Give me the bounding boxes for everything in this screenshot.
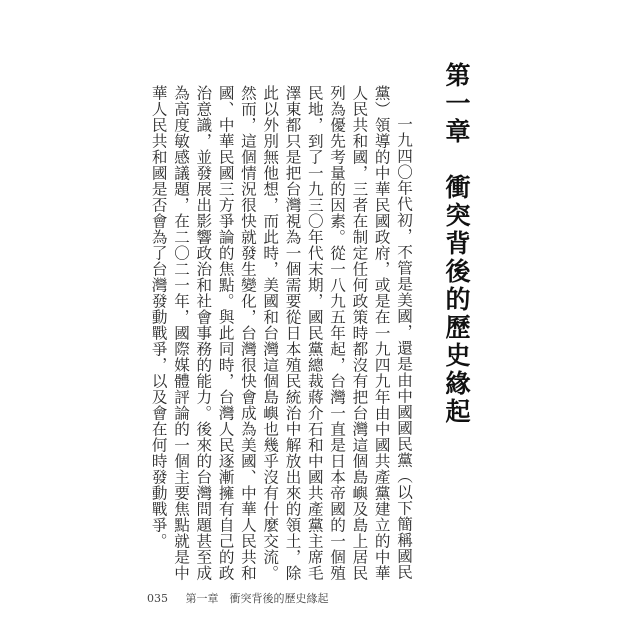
- page-footer: [147, 590, 329, 606]
- running-head: 第一章 衝突背後的歷史緣起: [185, 592, 329, 605]
- chapter-title: 第一章 衝突背後的歷史緣起: [442, 62, 471, 426]
- paragraph: 一九四〇年代初，不管是美國，還是由中國國民黨（以下簡稱國民黨）領導的中華民國政府，或是在一九四九年由中國共產黨建立的中華人民共和國，三者在制定任何政策時都沒有把台灣這個島嶼及島上居民列為優先考量的因素。從一八九五年起，台灣一直是日本帝國的一個殖民地，到了一九三〇年代末期，國民黨總裁蔣介石和中國共產黨主席毛澤東都只是把台灣視為一個需要從日本殖民統治中解放出來的領土，除此以外別無他想，而此時，美國和台灣這個島嶼也幾乎沒有什麼交流。然而，這個情況很快就發生變化，台灣很快會成為美國、中華人民共和國、中華民國三方爭論的焦點。與此同時，台灣人民逐漸擁有自己的政治意識，並發展出影響政治和社會事務的能力。後來的台灣問題甚至成為高度敏感議題，在二〇二一年，國際媒體評論的一個主要焦點就是中華人民共和國是否會為了台灣發動戰爭，以及會在何時發動戰爭。: [149, 85, 413, 581]
- page-number: 035: [147, 592, 168, 605]
- body-text: [147, 85, 415, 585]
